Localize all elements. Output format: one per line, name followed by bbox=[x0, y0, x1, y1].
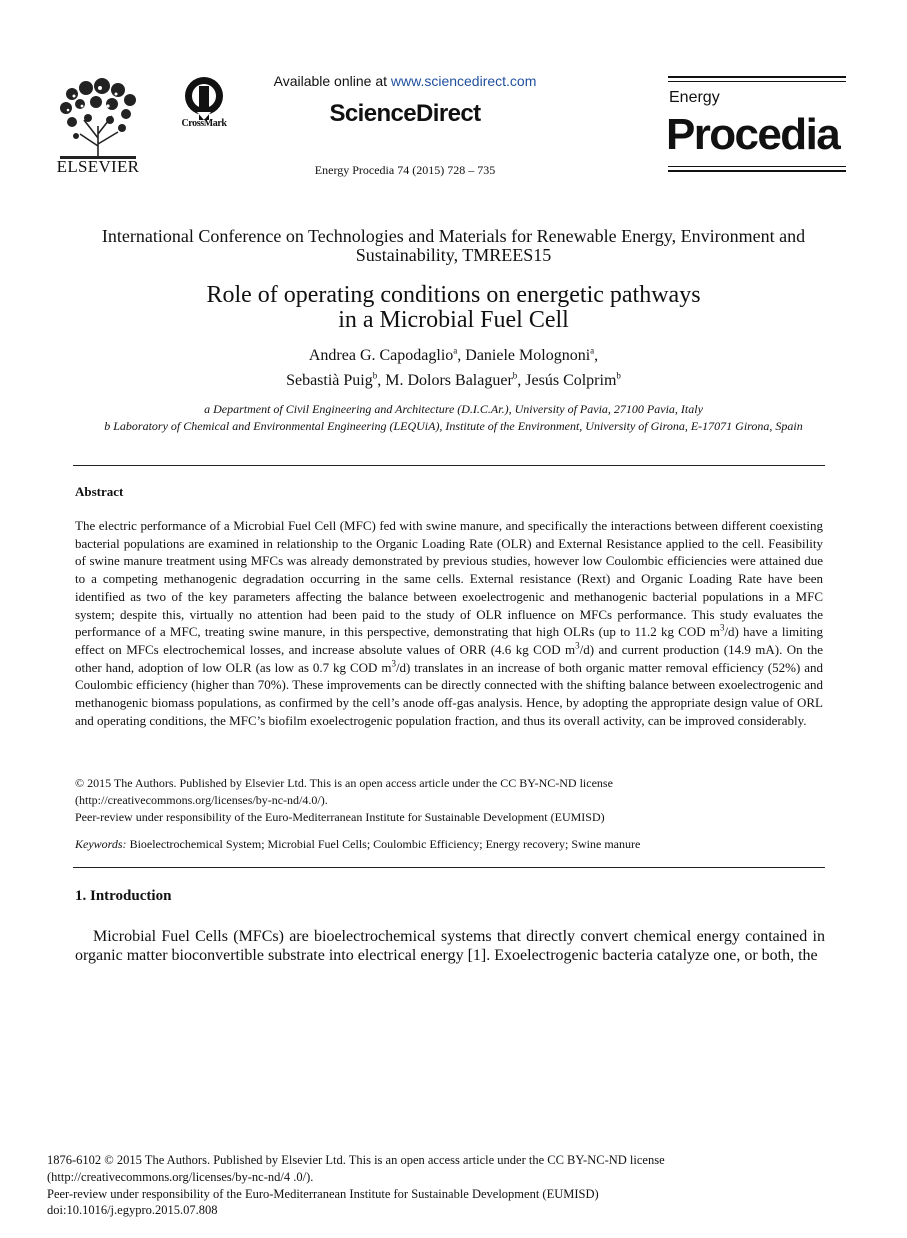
author-line-2: Sebastià Puig$^b$, M. Dolors Balaguer$^b$, Jesús Colprim$^b$ bbox=[286, 370, 621, 389]
license-link[interactable]: (http://creativecommons.org/licenses/by-nc-nd/4.0/). bbox=[75, 792, 328, 807]
author-line-1: Andrea G. Capodaglio$^a$, Daniele Molognoni$^a$, bbox=[308, 345, 599, 364]
author-affiliation: a bbox=[453, 345, 458, 356]
abstract-text bbox=[75, 517, 823, 729]
section-heading-introduction: 1. Introduction bbox=[75, 888, 172, 904]
peer-review-notice: Peer-review under responsibility of the Euro-Mediterranean Institute for Sustainable Development (EUMISD) bbox=[75, 810, 605, 824]
journal-reference: Energy Procedia 74 (2015) 728 – 735 bbox=[314, 163, 496, 177]
page-footer bbox=[47, 1152, 837, 1219]
author-affiliation: b bbox=[512, 370, 518, 381]
journal-logo-energy: Energy bbox=[669, 89, 720, 106]
abstract-part-2: /d) have a limiting effect on MFCs electrochemical losses, and increase absolute values of ORR (4.6 kg COD m bbox=[75, 624, 823, 657]
author-affiliation: b bbox=[616, 370, 621, 381]
journal-logo-bottom-rule bbox=[668, 166, 846, 172]
keywords-label: Keywords: bbox=[75, 837, 127, 851]
footer-copyright: 1876-6102 © 2015 The Authors. Published by Elsevier Ltd. This is an open access article under the CC BY-NC-ND license bbox=[47, 1153, 665, 1167]
introduction-paragraph: Microbial Fuel Cells (MFCs) are bioelectrochemical systems that directly convert chemical energy contained in organic matter bioconvertible substrate into electrical energy [1]. Exoelectrogenic bacteria catalyze one, or both, the bbox=[75, 928, 825, 964]
author-name: M. Dolors Balaguer bbox=[385, 372, 513, 389]
author-name: Sebastià Puig bbox=[286, 372, 373, 389]
unit-superscript: 3 bbox=[575, 640, 580, 651]
abstract-part-4: /d) translates in an increase of both organic matter removal efficiency (52%) and Coulombic efficiency (higher than 70%). These improvements can be directly connected with the shifting balance between exoelectrogenic and methanogenic biomass populations, as confirmed by the cell’s anode off-gas analysis. Hence, by adopting the appropriate design value of ORL and operating conditions, the MFC’s biofilm exoelectrogenic population fraction, and thus its overall activity, can be improved considerably. bbox=[75, 659, 823, 728]
abstract-part-1: The electric performance of a Microbial Fuel Cell (MFC) fed with swine manure, and specifically the interactions between different coexisting bacterial populations are examined in relationship to the Organic Loading Rate (OLR) and External Resistance applied to the cell. Feasibility of swine manure treatment using MFCs was already demonstrated by previous studies, however low Coulombic efficiencies were attained due to a competing methanogenic degradation occurring in the same cells. External resistance (Rext) and Organic Loading Rate have been identified as two of the key parameters affecting the balance between exoelectrogenic and methanogenic bacterial populations in a MFC system; despite this, virtually no attention had been paid to the study of OLR influence on MFCs performance. This study evaluates the performance of a MFC, treating swine manure, in this perspective, demonstrating that high OLRs (up to 11.2 kg COD m bbox=[75, 518, 823, 640]
available-online bbox=[240, 73, 570, 89]
abstract-part-3: /d) and current production (14.9 mA). On the other hand, adoption of low OLR (as low as 0.7 kg COD m bbox=[75, 641, 823, 675]
author-name: Andrea G. Capodaglio bbox=[308, 347, 454, 364]
keywords-list: Bioelectrochemical System; Microbial Fuel Cells; Coulombic Efficiency; Energy recovery; Swine manure bbox=[126, 837, 641, 851]
keywords bbox=[75, 836, 825, 853]
affiliation-b: b Laboratory of Chemical and Environmental Engineering (LEQUiA), Institute of the Environment, University of Girona, E-17071 Girona, Spain bbox=[104, 419, 803, 433]
title-line-1: Role of operating conditions on energetic pathways bbox=[206, 282, 701, 308]
footer-peer-review: Peer-review under responsibility of the Euro-Mediterranean Institute for Sustainable Development (EUMISD) bbox=[47, 1186, 599, 1201]
available-prefix: Available online at bbox=[273, 73, 391, 89]
author-affiliation: b bbox=[372, 370, 378, 381]
sciencedirect-link[interactable]: www.sciencedirect.com bbox=[390, 73, 537, 89]
title-line-2: in a Microbial Fuel Cell bbox=[338, 307, 569, 333]
abstract-heading: Abstract bbox=[75, 484, 124, 499]
divider bbox=[73, 465, 825, 466]
license-notice bbox=[75, 775, 825, 809]
crossmark-label: CrossMark bbox=[181, 118, 227, 129]
author-name: Jesús Colprim bbox=[525, 372, 617, 389]
license-line-1: © 2015 The Authors. Published by Elsevier Ltd. This is an open access article under the CC BY-NC-ND license bbox=[75, 776, 613, 790]
author-affiliation: a bbox=[590, 345, 595, 356]
conference-name: International Conference on Technologies and Materials for Renewable Energy, Environment and Sustainability, TMREES15 bbox=[101, 226, 806, 265]
divider bbox=[73, 867, 825, 868]
unit-superscript: 3 bbox=[391, 658, 396, 669]
paper-title bbox=[60, 283, 847, 333]
journal-logo-top-rule bbox=[668, 76, 846, 82]
publisher-name: ELSEVIER bbox=[56, 157, 140, 176]
affiliation-a: a Department of Civil Engineering and Architecture (D.I.C.Ar.), University of Pavia, 27100 Pavia, Italy bbox=[204, 402, 703, 416]
footer-doi[interactable]: doi:10.1016/j.egypro.2015.07.808 bbox=[47, 1203, 218, 1218]
sciencedirect-logo: ScienceDirect bbox=[329, 100, 481, 127]
journal-logo-procedia: Procedia bbox=[666, 110, 840, 159]
author-name: Daniele Molognoni bbox=[465, 347, 591, 364]
unit-superscript: 3 bbox=[719, 622, 725, 633]
footer-license-link[interactable]: (http://creativecommons.org/licenses/by-nc-nd/4 .0/). bbox=[47, 1169, 314, 1184]
